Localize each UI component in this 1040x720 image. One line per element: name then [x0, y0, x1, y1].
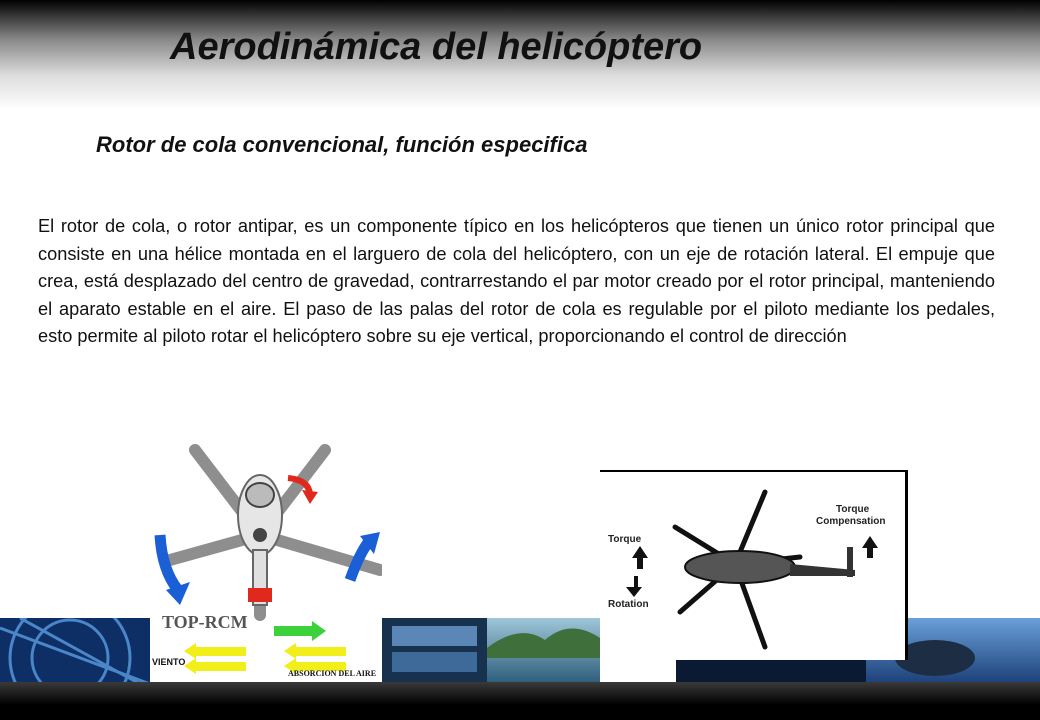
helicopter-top-view-figure	[150, 440, 382, 680]
air-absorption-label: ABSORCION DEL AIRE	[288, 669, 377, 678]
page-title: Aerodinámica del helicóptero	[170, 26, 703, 68]
rotation-label: Rotation	[608, 599, 649, 610]
helicopter-torque-figure	[600, 470, 908, 660]
body-paragraph: El rotor de cola, o rotor antipar, es un componente típico en los helicópteros que tienen un único rotor principal que consiste en una hélice montada en el larguero de cola del helicóptero, con un eje de rotación lateral. El empuje que crea, está desplazado del centro de gravedad, contrarrestando el par motor creado por el rotor principal, manteniendo el aparato estable en el aire. El paso de las palas del rotor de cola es regulable por el piloto mediante los pedales, esto permite al piloto rotar el helicóptero sobre su eje vertical, proporcionando el control de dirección	[38, 216, 995, 347]
section-subtitle: Rotor de cola convencional, función especifica	[96, 132, 588, 157]
brand-label: TOP-RCM	[162, 612, 248, 632]
wind-label: VIENTO	[152, 657, 186, 667]
compensation-label-line1: Torque	[836, 504, 870, 515]
compensation-label-line2: Compensation	[816, 516, 886, 527]
helicopter-top-view-drawing	[150, 440, 382, 680]
torque-label: Torque	[608, 534, 642, 545]
bottom-bar	[0, 682, 1040, 720]
helicopter-torque-drawing	[600, 472, 905, 660]
